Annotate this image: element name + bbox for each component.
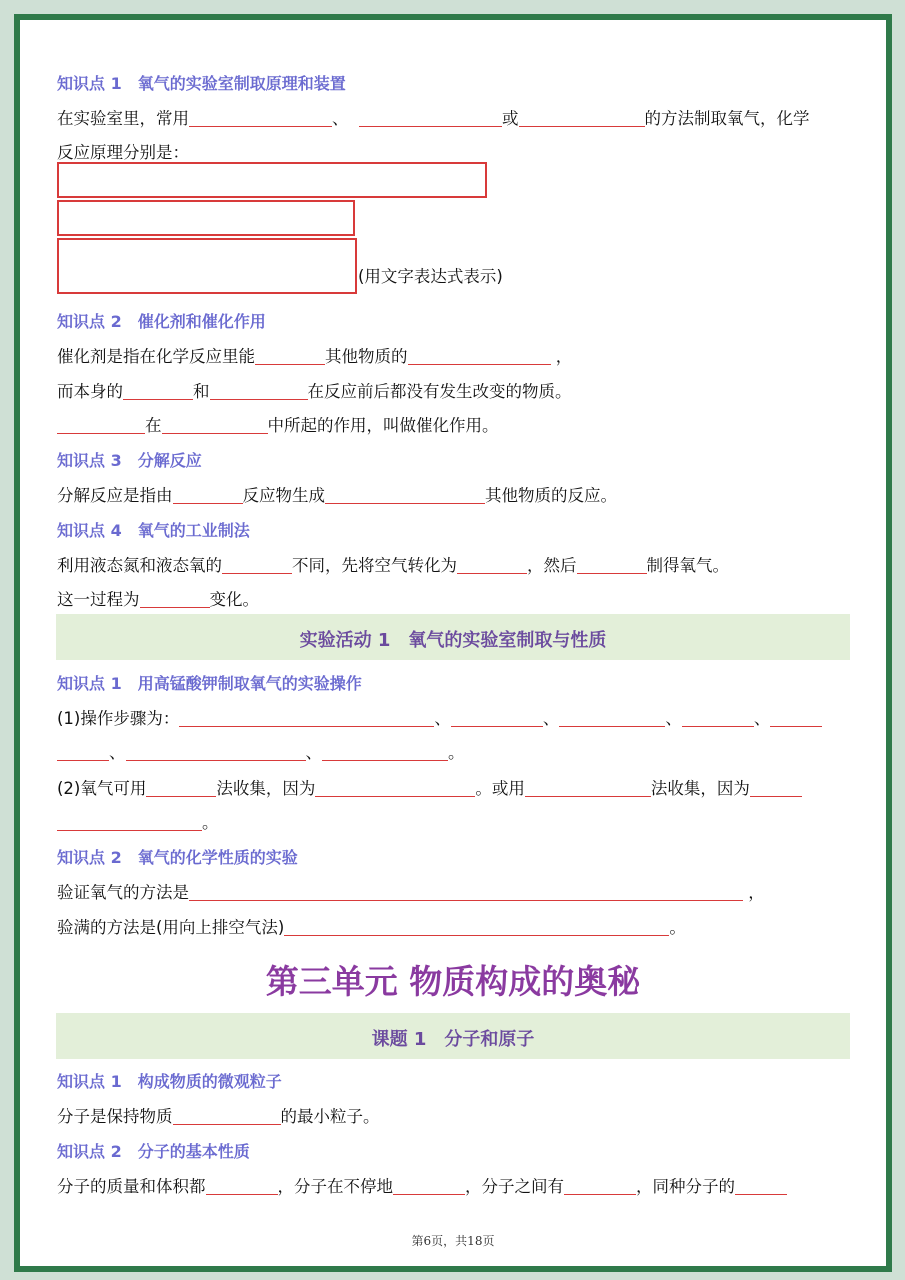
blank[interactable] bbox=[189, 882, 743, 901]
u-kp1-line1: 分子是保持物质 的最小粒子。 bbox=[57, 1107, 380, 1126]
exp-kp2-line2: 验满的方法是(用向上排空气法) 。 bbox=[57, 918, 686, 937]
kp4-line1: 利用液态氮和液态氧的 不同，先将空气转化为 ，然后 制得氧气。 bbox=[57, 556, 729, 575]
band-title: 实验活动 1 氧气的实验室制取与性质 bbox=[299, 630, 607, 651]
blank[interactable] bbox=[525, 778, 651, 797]
page-footer: 第6页，共18页 bbox=[411, 1234, 495, 1248]
blank[interactable] bbox=[57, 812, 202, 831]
blank[interactable] bbox=[322, 742, 448, 761]
exp-kp1-line3: (2)氧气可用 法收集，因为 。或用 法收集，因为 bbox=[57, 778, 802, 800]
answer-box-1[interactable] bbox=[57, 162, 487, 198]
heading-kp2: 知识点 2 催化剂和催化作用 bbox=[57, 312, 266, 331]
blank[interactable] bbox=[206, 1176, 278, 1195]
blank[interactable] bbox=[451, 708, 543, 727]
blank[interactable] bbox=[457, 555, 527, 574]
heading-kp3: 知识点 3 分解反应 bbox=[57, 451, 202, 470]
kp2-line2: 而本身的 和 在反应前后都没有发生改变的物质。 bbox=[57, 382, 572, 401]
answer-box-2[interactable] bbox=[57, 200, 355, 236]
blank[interactable] bbox=[770, 708, 822, 727]
heading-u-kp1: 知识点 1 构成物质的微观粒子 bbox=[57, 1072, 282, 1091]
section-band-lesson bbox=[56, 1013, 850, 1059]
heading-exp-kp2: 知识点 2 氧气的化学性质的实验 bbox=[57, 848, 298, 867]
section-band-experiment bbox=[56, 614, 850, 660]
blank[interactable] bbox=[359, 108, 502, 127]
blank[interactable] bbox=[57, 415, 145, 434]
kp2-line3: 在 中所起的作用，叫做催化作用。 bbox=[57, 415, 499, 437]
kp1-line1: 在实验室里，常用 、 或 的方法制取氧气，化学 bbox=[57, 109, 810, 128]
blank[interactable] bbox=[682, 708, 754, 727]
band-title: 课题 1 分子和原子 bbox=[371, 1029, 535, 1050]
heading-u-kp2: 知识点 2 分子的基本性质 bbox=[57, 1142, 250, 1161]
blank[interactable] bbox=[315, 778, 475, 797]
blank[interactable] bbox=[57, 742, 109, 761]
answer-box-3[interactable] bbox=[57, 238, 357, 294]
blank[interactable] bbox=[146, 778, 216, 797]
heading-kp1: 知识点 1 氧气的实验室制取原理和装置 bbox=[57, 74, 346, 93]
blank[interactable] bbox=[564, 1176, 636, 1195]
blank[interactable] bbox=[140, 589, 210, 608]
blank[interactable] bbox=[162, 415, 268, 434]
heading-exp-kp1: 知识点 1 用高锰酸钾制取氧气的实验操作 bbox=[57, 674, 362, 693]
exp-kp1-line4: 。 bbox=[57, 812, 219, 834]
blank[interactable] bbox=[284, 917, 669, 936]
blank[interactable] bbox=[123, 381, 193, 400]
blank[interactable] bbox=[325, 485, 485, 504]
exp-kp1-line2: 、 、 。 bbox=[57, 742, 465, 764]
exp-kp2-line1: 验证氧气的方法是 ， bbox=[57, 883, 765, 902]
kp2-line1: 催化剂是指在化学反应里能 其他物质的 ， bbox=[57, 347, 573, 366]
unit-title: 第三单元 物质构成的奥秘 bbox=[265, 962, 641, 1001]
blank[interactable] bbox=[222, 555, 292, 574]
blank[interactable] bbox=[735, 1176, 787, 1195]
blank[interactable] bbox=[750, 778, 802, 797]
blank[interactable] bbox=[173, 485, 243, 504]
u-kp2-line1: 分子的质量和体积都 ，分子在不停地 ，分子之间有 ，同种分子的 bbox=[57, 1176, 787, 1198]
blank[interactable] bbox=[189, 108, 332, 127]
blank[interactable] bbox=[179, 708, 434, 727]
kp4-line2: 这一过程为 变化。 bbox=[57, 590, 259, 609]
page-frame bbox=[14, 14, 892, 1272]
kp3-line1: 分解反应是指由 反应物生成 其他物质的反应。 bbox=[57, 486, 617, 505]
blank[interactable] bbox=[173, 1106, 281, 1125]
kp1-note: (用文字表达式表示) bbox=[358, 267, 503, 286]
blank[interactable] bbox=[408, 346, 551, 365]
heading-kp4: 知识点 4 氧气的工业制法 bbox=[57, 521, 250, 540]
blank[interactable] bbox=[255, 346, 325, 365]
blank[interactable] bbox=[126, 742, 306, 761]
blank[interactable] bbox=[393, 1176, 465, 1195]
exp-kp1-line1: (1)操作步骤为： 、 、 、 、 bbox=[57, 708, 822, 730]
blank[interactable] bbox=[559, 708, 665, 727]
blank[interactable] bbox=[577, 555, 647, 574]
blank[interactable] bbox=[210, 381, 308, 400]
blank[interactable] bbox=[519, 108, 645, 127]
kp1-line2: 反应原理分别是： bbox=[57, 143, 189, 162]
